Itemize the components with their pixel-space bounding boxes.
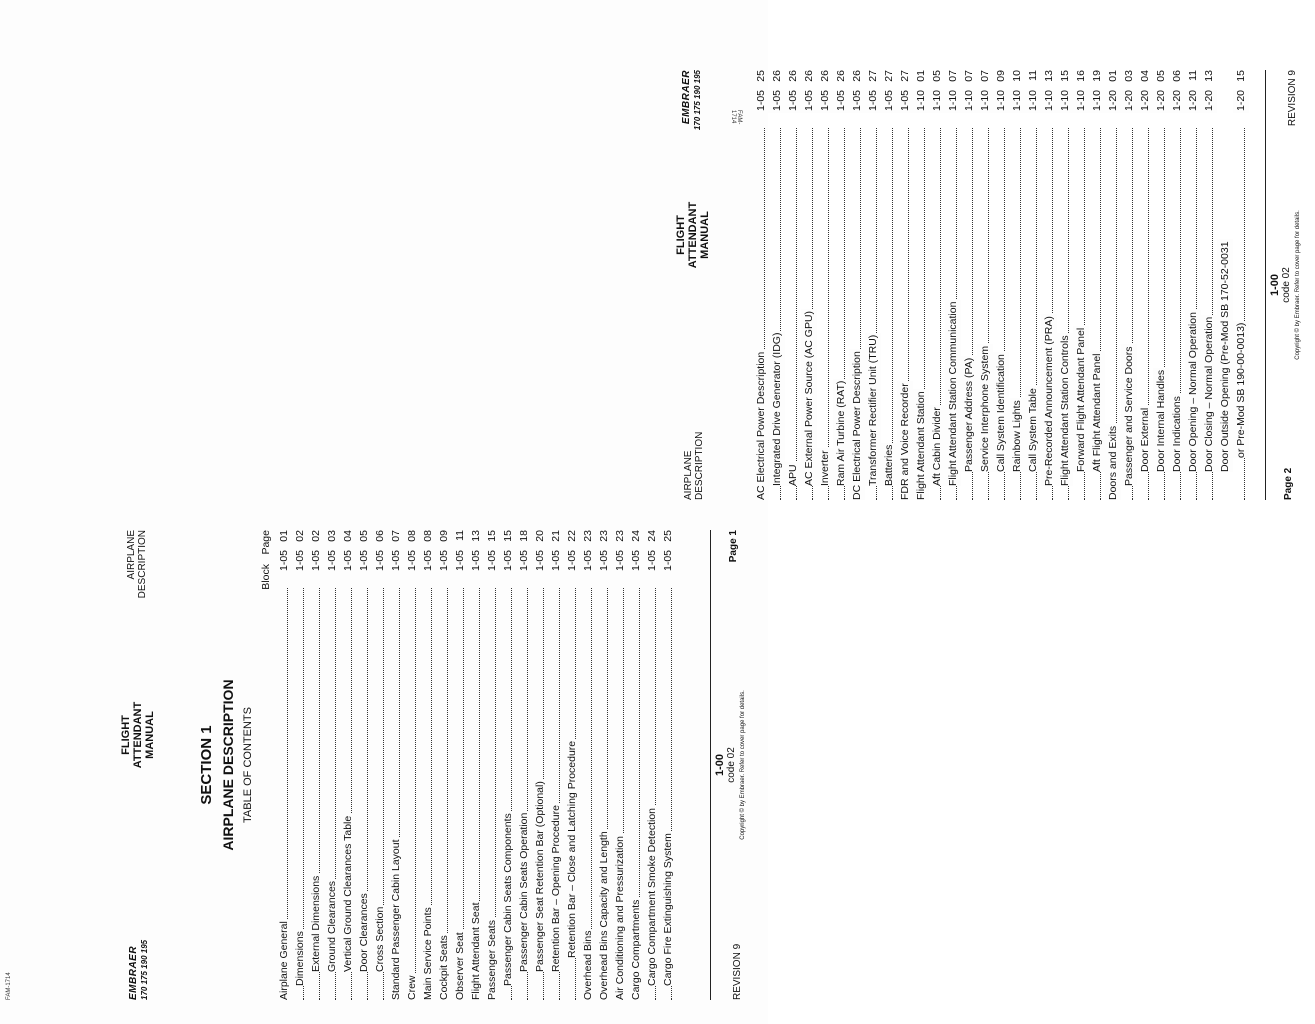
- toc-entry-page: 09: [995, 70, 1007, 82]
- toc-entry-title: Main Service Points: [422, 907, 434, 1000]
- toc-entry: [849, 70, 865, 500]
- toc-entry: [769, 70, 785, 500]
- toc-entry: [913, 70, 929, 500]
- toc-entry-block: 1-05: [438, 550, 450, 572]
- toc-entry: [817, 70, 833, 500]
- toc-entry-block: 1-05: [406, 550, 418, 572]
- toc-entry-block: 1-05: [422, 550, 434, 572]
- model-195: 195: [140, 939, 149, 954]
- toc-entry: [340, 530, 356, 1000]
- toc-entry: [484, 530, 500, 1000]
- model-170-p2: 170: [693, 116, 702, 131]
- footer-copyright-p2: Copyright © by Embraer. Refer to cover page for details.: [1295, 210, 1301, 360]
- manual-title-line-2: ATTENDANT: [132, 701, 144, 769]
- footer-rule: [710, 530, 711, 1000]
- toc-entry-title: Observer Seat: [454, 932, 466, 1000]
- manual-page-1: [120, 530, 760, 1000]
- toc-entry-title: Crew: [406, 975, 418, 1000]
- toc-entry: [1041, 70, 1057, 500]
- toc-entry-block: 1-20: [1171, 90, 1183, 112]
- toc-entry-title: AC External Power Source (AC GPU): [803, 310, 815, 486]
- toc-entry-page: 15: [1235, 70, 1247, 82]
- toc-entry-block: 1-05: [486, 550, 498, 572]
- toc-entry: [993, 70, 1009, 500]
- manual-title-line-1: FLIGHT: [120, 715, 132, 755]
- toc-entry: [500, 530, 516, 1000]
- toc-entry-title: Integrated Drive Generator (IDG): [771, 332, 783, 486]
- toc-entry-block: 1-05: [278, 550, 290, 572]
- toc-entry-page: 26: [819, 70, 831, 82]
- toc-entry-title: Cargo Fire Extinguishing System: [662, 833, 674, 986]
- page-2-footer: [1269, 70, 1309, 500]
- toc-entry-block: 1-05: [851, 90, 863, 112]
- toc-entry-block: 1-05: [883, 90, 895, 112]
- toc-entry-block: 1-20: [1139, 90, 1151, 112]
- toc-entry: [753, 70, 769, 500]
- toc-entry: [1009, 70, 1025, 500]
- toc-entry-page: 06: [1171, 70, 1183, 82]
- toc-list-page-1: [276, 530, 676, 1000]
- toc-entry-page: 06: [374, 530, 386, 542]
- toc-entry-block: 1-20: [1123, 90, 1135, 112]
- toc-entry-title: Standard Passenger Cabin Layout: [390, 839, 402, 1000]
- toc-entry: [324, 530, 340, 1000]
- toc-entry-title: Air Conditioning and Pressurization: [614, 835, 626, 1000]
- toc-entry-page: 11: [1187, 70, 1199, 81]
- toc-entry-block: 1-05: [771, 90, 783, 112]
- manual-title-p2-line-3: MANUAL: [699, 211, 711, 259]
- toc-entry-page: 05: [931, 70, 943, 82]
- toc-list-page-2: [753, 70, 1249, 500]
- toc-entry: [356, 530, 372, 1000]
- toc-entry-title: Door Indications: [1171, 396, 1183, 472]
- toc-entry-page: 11: [1027, 70, 1039, 81]
- manual-title-line-3: MANUAL: [144, 711, 156, 759]
- toc-entry-title: Passenger Cabin Seats Operation: [518, 812, 530, 972]
- toc-entry: [785, 70, 801, 500]
- toc-entry-title: Retention Bar – Opening Procedure: [550, 805, 562, 972]
- toc-entry-page: 21: [550, 530, 562, 542]
- toc-entry-title: Retention Bar – Close and Latching Procedure: [566, 740, 578, 958]
- toc-entry-page: 01: [1107, 70, 1119, 82]
- toc-entry: [1233, 70, 1249, 500]
- toc-entry: [452, 530, 468, 1000]
- toc-entry-title: Forward Flight Attendant Panel: [1075, 327, 1087, 472]
- toc-entry: [1185, 70, 1201, 500]
- toc-leader-dots: [828, 128, 829, 500]
- toc-entry-page: 25: [662, 530, 674, 542]
- toc-entry-block: 1-05: [819, 90, 831, 112]
- toc-entry-title: Passenger Cabin Seats Components: [502, 813, 514, 986]
- toc-entry-page: 07: [947, 70, 959, 82]
- embraer-logo: EMBRAER: [128, 945, 139, 1000]
- manual-title: [120, 670, 156, 800]
- toc-entry-title: Ram Air Turbine (RAT): [835, 380, 847, 486]
- toc-entry: [516, 530, 532, 1000]
- page-1-header: [120, 530, 190, 1000]
- toc-entry: [628, 530, 644, 1000]
- footer-block: 1-00: [714, 753, 726, 777]
- toc-entry-block: 1-05: [326, 550, 338, 572]
- toc-entry-page: 19: [1091, 70, 1103, 82]
- manual-title-p2-line-2: ATTENDANT: [687, 201, 699, 269]
- toc-entry: [660, 530, 676, 1000]
- toc-entry-page: 26: [771, 70, 783, 82]
- toc-entry-page: 13: [1203, 70, 1215, 82]
- toc-entry-title: Overhead Bins: [582, 930, 594, 1000]
- toc-entry-block: 1-10: [1059, 90, 1071, 112]
- model-190-p2: 190: [693, 85, 702, 99]
- toc-entry-title: Flight Attendant Station Controls: [1059, 335, 1071, 486]
- toc-entry-title: Call System Table: [1027, 388, 1039, 472]
- toc-entry-block: 1-05: [342, 550, 354, 572]
- toc-entry-page: 20: [534, 530, 546, 542]
- toc-entry: [1217, 70, 1233, 500]
- toc-entry-title: Cross Section: [374, 906, 386, 972]
- toc-entry-page: 08: [406, 530, 418, 542]
- toc-entry-block: 1-10: [963, 90, 975, 112]
- toc-entry-block: 1-20: [1155, 90, 1167, 112]
- toc-entry-block: 1-05: [566, 550, 578, 572]
- toc-entry-title: Ground Clearances: [326, 880, 338, 972]
- toc-entry-page: 01: [915, 70, 927, 82]
- toc-leader-dots: [415, 588, 416, 1000]
- toc-entry-title: Vertical Ground Clearances Table: [342, 815, 354, 972]
- toc-entry: [1089, 70, 1105, 500]
- toc-entry-title: Aft Flight Attendant Panel: [1091, 353, 1103, 472]
- toc-entry-title: Overhead Bins Capacity and Length: [598, 831, 610, 1000]
- toc-entry-block: 1-05: [502, 550, 514, 572]
- toc-entry-page: 07: [963, 70, 975, 82]
- toc-entry-page: 16: [1075, 70, 1087, 82]
- toc-entry-title: Passenger Address (PA): [963, 357, 975, 472]
- toc-entry-page: 15: [486, 530, 498, 542]
- toc-entry: [897, 70, 913, 500]
- toc-entry: [881, 70, 897, 500]
- toc-entry: [1025, 70, 1041, 500]
- toc-entry: [1057, 70, 1073, 500]
- toc-entry-block: 1-05: [374, 550, 386, 572]
- toc-entry-title: Transformer Rectifier Unit (TRU): [867, 334, 879, 486]
- toc-entry-block: 1-05: [582, 550, 594, 572]
- model-195-p2: 195: [693, 70, 702, 84]
- toc-entry: [961, 70, 977, 500]
- toc-entry-block: 1-10: [931, 90, 943, 112]
- toc-entry-page: 10: [1011, 70, 1023, 82]
- toc-entry-page: 08: [422, 530, 434, 542]
- toc-entry-block: 1-10: [1043, 90, 1055, 112]
- toc-entry-title: Passenger Seat Retention Bar (Optional): [534, 781, 546, 972]
- toc-entry: [564, 530, 580, 1000]
- toc-leader-dots: [796, 128, 797, 500]
- page-1-footer: [714, 530, 754, 1000]
- toc-entry-block: 1-20: [1107, 90, 1119, 112]
- toc-entry-title: Airplane General: [278, 921, 290, 1000]
- toc-entry-block: 1-05: [518, 550, 530, 572]
- chapter-line-2: DESCRIPTION: [137, 530, 148, 599]
- page-1-brand: [128, 940, 149, 1000]
- toc-entry-title: APU: [787, 464, 799, 486]
- chapter-line-1-p2: AIRPLANE: [683, 450, 694, 500]
- toc-entry-page: 04: [1139, 70, 1151, 82]
- footer-revision: REVISION 9: [732, 943, 743, 1000]
- embraer-logo-p2: EMBRAER: [681, 70, 692, 125]
- toc-entry-block: 1-20: [1187, 90, 1199, 112]
- toc-entry-title: Door Internal Handles: [1155, 369, 1167, 472]
- toc-entry-title: Batteries: [883, 444, 895, 486]
- toc-entry-block: 1-05: [390, 550, 402, 572]
- toc-entry-title: Flight Attendant Station Communication: [947, 301, 959, 486]
- toc-entry-block: 1-20: [1203, 90, 1215, 112]
- doc-code-right: FAM-1714: [730, 110, 742, 125]
- toc-entry-block: 1-10: [979, 90, 991, 112]
- toc-entry-page: 02: [294, 530, 306, 542]
- toc-entry-page: 23: [598, 530, 610, 542]
- chapter-label: [126, 530, 148, 598]
- toc-entry-block: 1-05: [294, 550, 306, 572]
- manual-page-2: [675, 70, 1315, 500]
- toc-entry-block: 1-05: [310, 550, 322, 572]
- toc-entry-page: 04: [342, 530, 354, 542]
- toc-entry-block: 1-20: [1235, 90, 1247, 112]
- toc-entry-title: Passenger Seats: [486, 920, 498, 1000]
- toc-entry-page: 27: [867, 70, 879, 82]
- toc-entry: [372, 530, 388, 1000]
- toc-entry-page: 23: [614, 530, 626, 542]
- toc-entry-title: Flight Attendant Seat: [470, 902, 482, 1000]
- col-block: Block: [260, 564, 272, 590]
- toc-entry-page: 02: [310, 530, 322, 542]
- toc-entry-page: 03: [326, 530, 338, 542]
- toc-entry-title: Door Opening – Normal Operation: [1187, 312, 1199, 472]
- toc-entry-block: 1-10: [1011, 90, 1023, 112]
- doc-code-left: FAM-1714: [6, 972, 12, 1000]
- toc-entry-title: Call System Identification: [995, 354, 1007, 472]
- toc-entry-title: FDR and Voice Recorder: [899, 383, 911, 500]
- toc-entry-page: 25: [755, 70, 767, 82]
- toc-entry-title: External Dimensions: [310, 875, 322, 972]
- toc-entry-block: 1-10: [947, 90, 959, 112]
- toc-entry-block: 1-10: [1027, 90, 1039, 112]
- toc-entry-page: 22: [566, 530, 578, 542]
- toc-entry-page: 23: [582, 530, 594, 542]
- toc-entry-page: 07: [390, 530, 402, 542]
- toc-entry-block: 1-05: [755, 90, 767, 112]
- toc-entry: [1105, 70, 1121, 500]
- toc-entry: [532, 530, 548, 1000]
- toc-entry-title: Cargo Compartment Smoke Detection: [646, 808, 658, 986]
- toc-entry: [580, 530, 596, 1000]
- model-175: 175: [140, 971, 149, 985]
- toc-entry-title: Passenger and Service Doors: [1123, 346, 1135, 486]
- footer-page: Page 1: [728, 530, 739, 563]
- toc-entry-title: Cargo Compartments: [630, 899, 642, 1000]
- toc-entry-title: Door Outside Opening (Pre-Mod SB 170-52-0031: [1219, 241, 1231, 472]
- toc-entry-block: 1-05: [598, 550, 610, 572]
- toc-column-headers: [260, 530, 274, 610]
- toc-entry-page: 24: [646, 530, 658, 542]
- toc-entry-block: 1-05: [614, 550, 626, 572]
- toc-entry-page: 05: [1155, 70, 1167, 82]
- toc-entry-title: Pre-Recorded Announcement (PRA): [1043, 316, 1055, 486]
- toc-entry-title: Flight Attendant Station: [915, 391, 927, 500]
- model-190: 190: [140, 955, 149, 969]
- page-2-chapter-label: [683, 432, 705, 500]
- toc-entry-block: 1-05: [662, 550, 674, 572]
- toc-entry: [644, 530, 660, 1000]
- toc-entry-block: 1-10: [1075, 90, 1087, 112]
- toc-entry-title: Door Closing – Normal Operation: [1203, 316, 1215, 472]
- toc-entry: [436, 530, 452, 1000]
- toc-entry-title: Inverter: [819, 450, 831, 486]
- toc-entry: [1169, 70, 1185, 500]
- toc-entry-title: Door External: [1139, 407, 1151, 472]
- col-page: Page: [260, 530, 272, 555]
- toc-entry-title: Doors and Exits: [1107, 425, 1119, 500]
- toc-entry-page: 05: [358, 530, 370, 542]
- toc-entry: [977, 70, 993, 500]
- footer-rule-p2: [1265, 70, 1266, 500]
- manual-title-p2-line-1: FLIGHT: [675, 215, 687, 255]
- toc-entry: [292, 530, 308, 1000]
- toc-entry-title: Door Clearances: [358, 893, 370, 972]
- manual-title-p2: [675, 170, 711, 300]
- toc-entry: [1137, 70, 1153, 500]
- toc-entry-page: 26: [803, 70, 815, 82]
- toc-entry-block: 1-10: [915, 90, 927, 112]
- toc-entry: [833, 70, 849, 500]
- toc-entry-block: 1-05: [470, 550, 482, 572]
- toc-entry-title: or Pre-Mod SB 190-00-0013): [1235, 322, 1247, 458]
- footer-copyright: Copyright © by Embraer. Refer to cover page for details.: [740, 690, 746, 840]
- toc-entry: [945, 70, 961, 500]
- toc-entry: [929, 70, 945, 500]
- toc-entry-page: 26: [835, 70, 847, 82]
- footer-code-p2: code 02: [1281, 267, 1292, 303]
- toc-entry-block: 1-05: [646, 550, 658, 572]
- toc-entry-title: AC Electrical Power Description: [755, 351, 767, 500]
- toc-entry: [404, 530, 420, 1000]
- toc-entry: [468, 530, 484, 1000]
- footer-page-p2: Page 2: [1283, 467, 1294, 500]
- toc-entry-page: 03: [1123, 70, 1135, 82]
- toc-entry-block: 1-05: [534, 550, 546, 572]
- toc-entry-page: 27: [883, 70, 895, 82]
- toc-entry-block: 1-10: [1091, 90, 1103, 112]
- model-170: 170: [140, 986, 149, 1000]
- toc-entry-block: 1-05: [550, 550, 562, 572]
- toc-entry-block: 1-05: [454, 550, 466, 572]
- toc-entry: [1153, 70, 1169, 500]
- toc-entry: [1073, 70, 1089, 500]
- toc-entry-title: Rainbow Lights: [1011, 400, 1023, 472]
- toc-entry: [276, 530, 292, 1000]
- toc-entry-page: 24: [630, 530, 642, 542]
- toc-entry-block: 1-05: [803, 90, 815, 112]
- footer-block-p2: 1-00: [1269, 273, 1281, 297]
- toc-entry-page: 13: [1043, 70, 1055, 82]
- toc-entry-block: 1-05: [358, 550, 370, 572]
- toc-entry-block: 1-05: [867, 90, 879, 112]
- toc-entry-page: 27: [899, 70, 911, 82]
- page-2-brand: [681, 70, 702, 130]
- toc-entry: [1121, 70, 1137, 500]
- toc-entry-block: 1-05: [630, 550, 642, 572]
- toc-entry-block: 1-05: [899, 90, 911, 112]
- toc-entry: [612, 530, 628, 1000]
- toc-entry: [865, 70, 881, 500]
- section-number: SECTION 1: [198, 725, 215, 805]
- footer-code: code 02: [726, 747, 737, 783]
- toc-entry-page: 09: [438, 530, 450, 542]
- toc-entry-page: 26: [787, 70, 799, 82]
- model-175-p2: 175: [693, 101, 702, 115]
- toc-entry: [1201, 70, 1217, 500]
- toc-entry-title: DC Electrical Power Description: [851, 351, 863, 500]
- toc-entry: [420, 530, 436, 1000]
- toc-entry-page: 01: [278, 530, 290, 542]
- toc-heading: TABLE OF CONTENTS: [242, 707, 254, 823]
- toc-entry-page: 11: [454, 530, 466, 541]
- toc-entry-page: 15: [1059, 70, 1071, 82]
- toc-entry-page: 07: [979, 70, 991, 82]
- toc-entry: [596, 530, 612, 1000]
- chapter-line-2-p2: DESCRIPTION: [694, 431, 705, 500]
- toc-entry-title: Cockpit Seats: [438, 935, 450, 1000]
- toc-entry-title: Service Interphone System: [979, 345, 991, 472]
- toc-entry-page: 26: [851, 70, 863, 82]
- toc-entry-page: 15: [502, 530, 514, 542]
- toc-entry-block: 1-05: [835, 90, 847, 112]
- toc-entry-page: 18: [518, 530, 530, 542]
- section-title: AIRPLANE DESCRIPTION: [220, 679, 236, 851]
- toc-entry-block: 1-10: [995, 90, 1007, 112]
- toc-entry: [548, 530, 564, 1000]
- chapter-line-1: AIRPLANE: [126, 530, 137, 580]
- toc-entry: [801, 70, 817, 500]
- footer-revision-p2: REVISION 9: [1287, 70, 1298, 127]
- toc-entry-block: 1-05: [787, 90, 799, 112]
- toc-entry-title: Aft Cabin Divider: [931, 407, 943, 486]
- toc-entry-title: Dimensions: [294, 931, 306, 986]
- toc-entry: [388, 530, 404, 1000]
- toc-entry: [308, 530, 324, 1000]
- toc-entry-page: 13: [470, 530, 482, 542]
